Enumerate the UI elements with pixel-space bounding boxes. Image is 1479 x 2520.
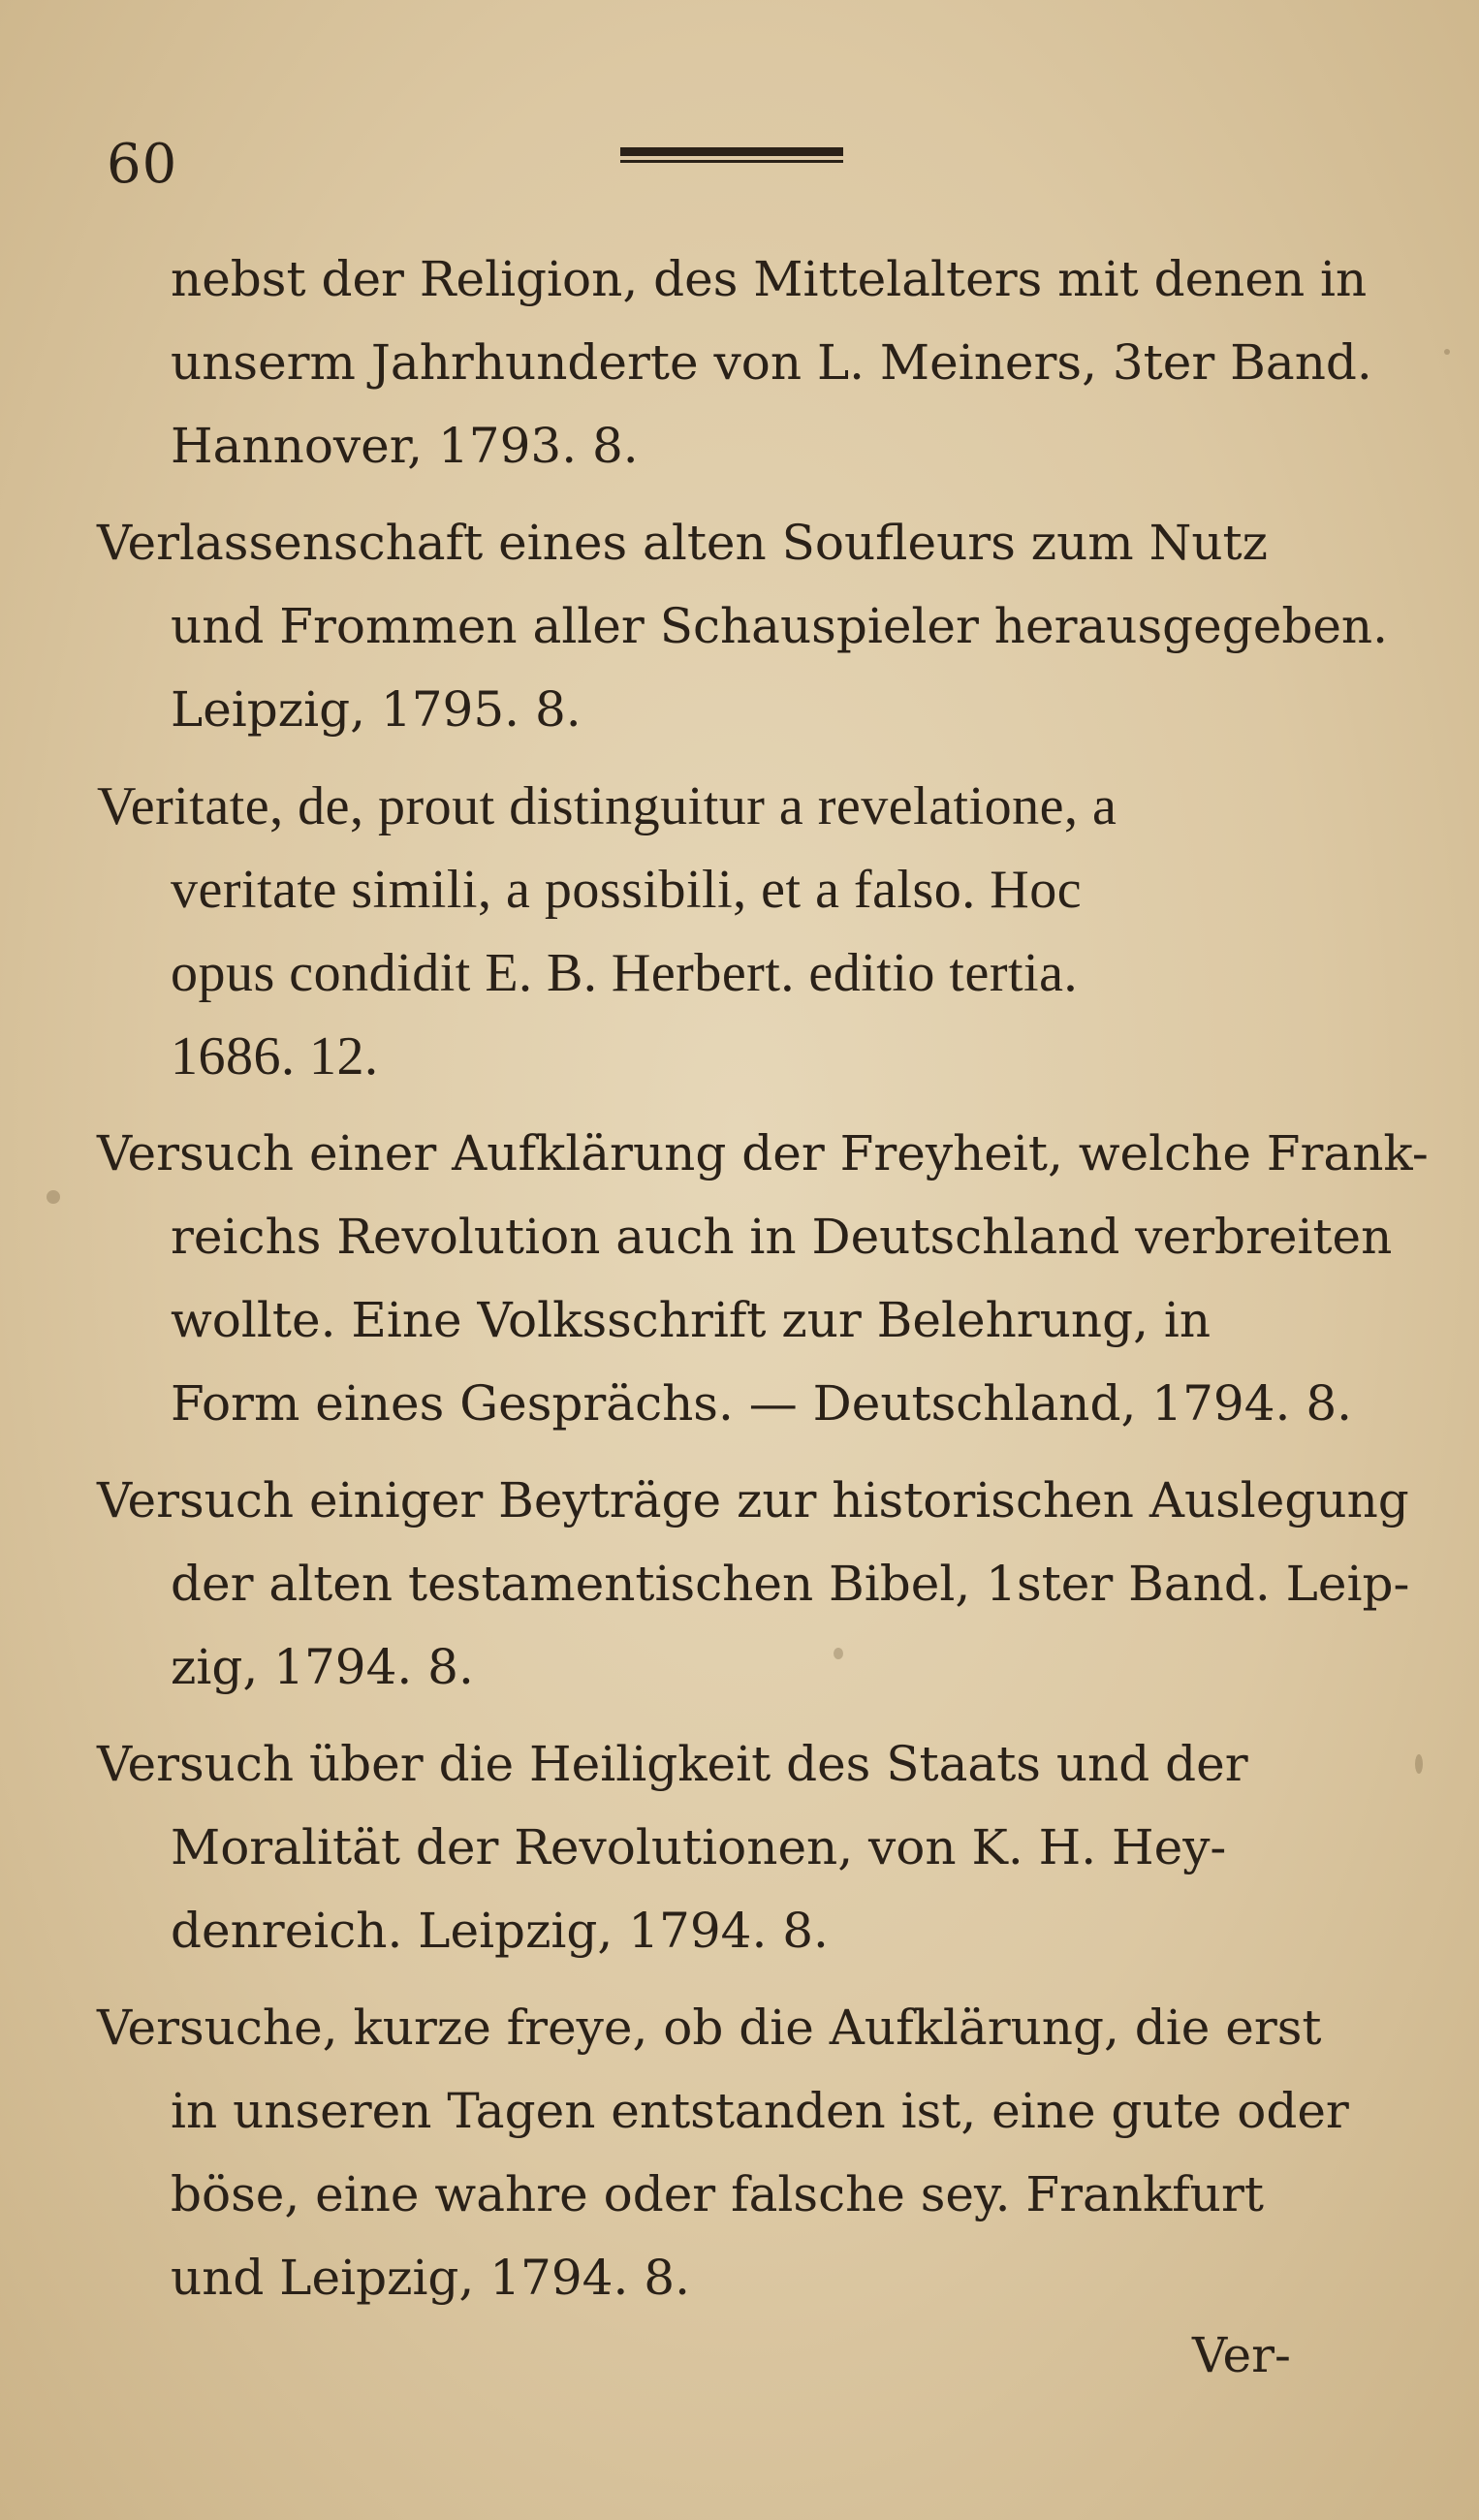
entry-line: Hannover, 1793. 8. [171, 418, 639, 474]
entry-line: veritate simili, a possibili, et a falso. Hoc [171, 860, 1083, 920]
paper-speck [47, 1190, 60, 1204]
page-number: 60 [107, 133, 178, 196]
entry-line: böse, eine wahre oder falsche sey. Frankfurt [171, 2166, 1265, 2222]
entry-line: Form eines Gesprächs. — Deutschland, 1794. 8. [171, 1375, 1353, 1432]
entry-line: Versuch einer Aufklärung der Freyheit, welche Frank- [97, 1125, 1429, 1181]
entry-line: denreich. Leipzig, 1794. 8. [171, 1903, 829, 1959]
bibliography-entry [97, 237, 1372, 488]
entry-line: Verlassenschaft eines alten Soufleurs zum Nutz [97, 515, 1268, 571]
entry-line: Versuche, kurze freye, ob die Aufklärung, die erst [97, 2000, 1322, 2056]
entry-line: in unseren Tagen entstanden ist, eine gute oder [171, 2083, 1349, 2139]
header-rule-thick [620, 147, 843, 156]
entry-line: Versuch über die Heiligkeit des Staats und der [97, 1736, 1248, 1792]
catchword: Ver- [1192, 2327, 1291, 2383]
entry-line: Versuch einiger Beyträge zur historischen Auslegung [97, 1472, 1409, 1528]
entry-line: opus condidit E. B. Herbert. editio tertia. [171, 943, 1078, 1003]
bibliography-entry [97, 765, 1357, 1098]
entry-line: der alten testamentischen Bibel, 1ster Band. Leip- [171, 1556, 1410, 1612]
paper-speck [834, 1648, 843, 1659]
paper-speck [1415, 1754, 1423, 1774]
entry-line: nebst der Religion, des Mittelalters mit denen in [171, 251, 1368, 307]
entry-line: Leipzig, 1795. 8. [171, 681, 582, 738]
bibliography-entries [97, 237, 1429, 2333]
page-header [107, 133, 1334, 196]
bibliography-entry [97, 1112, 1429, 1445]
entry-line: zig, 1794. 8. [171, 1639, 474, 1695]
bibliography-entry [97, 1459, 1410, 1709]
entry-line: Veritate, de, prout distinguitur a revelatione, a [97, 776, 1117, 836]
entry-line: unserm Jahrhunderte von L. Meiners, 3ter Band. [171, 334, 1372, 391]
paper-speck [1444, 349, 1450, 355]
bibliography-entry [97, 501, 1389, 751]
entry-line: 1686. 12. [171, 1026, 379, 1087]
entry-line: Moralität der Revolutionen, von K. H. Hey- [171, 1819, 1227, 1875]
entry-line: und Frommen aller Schauspieler herausgegeben. [171, 598, 1389, 654]
entry-line: und Leipzig, 1794. 8. [171, 2250, 690, 2306]
bibliography-entry [97, 1986, 1357, 2319]
entry-line: reichs Revolution auch in Deutschland verbreiten [171, 1209, 1393, 1265]
header-rule-thin [620, 160, 843, 163]
entry-line: wollte. Eine Volksschrift zur Belehrung, in [171, 1292, 1212, 1348]
header-rule [620, 147, 843, 165]
bibliography-entry [97, 1722, 1357, 1972]
